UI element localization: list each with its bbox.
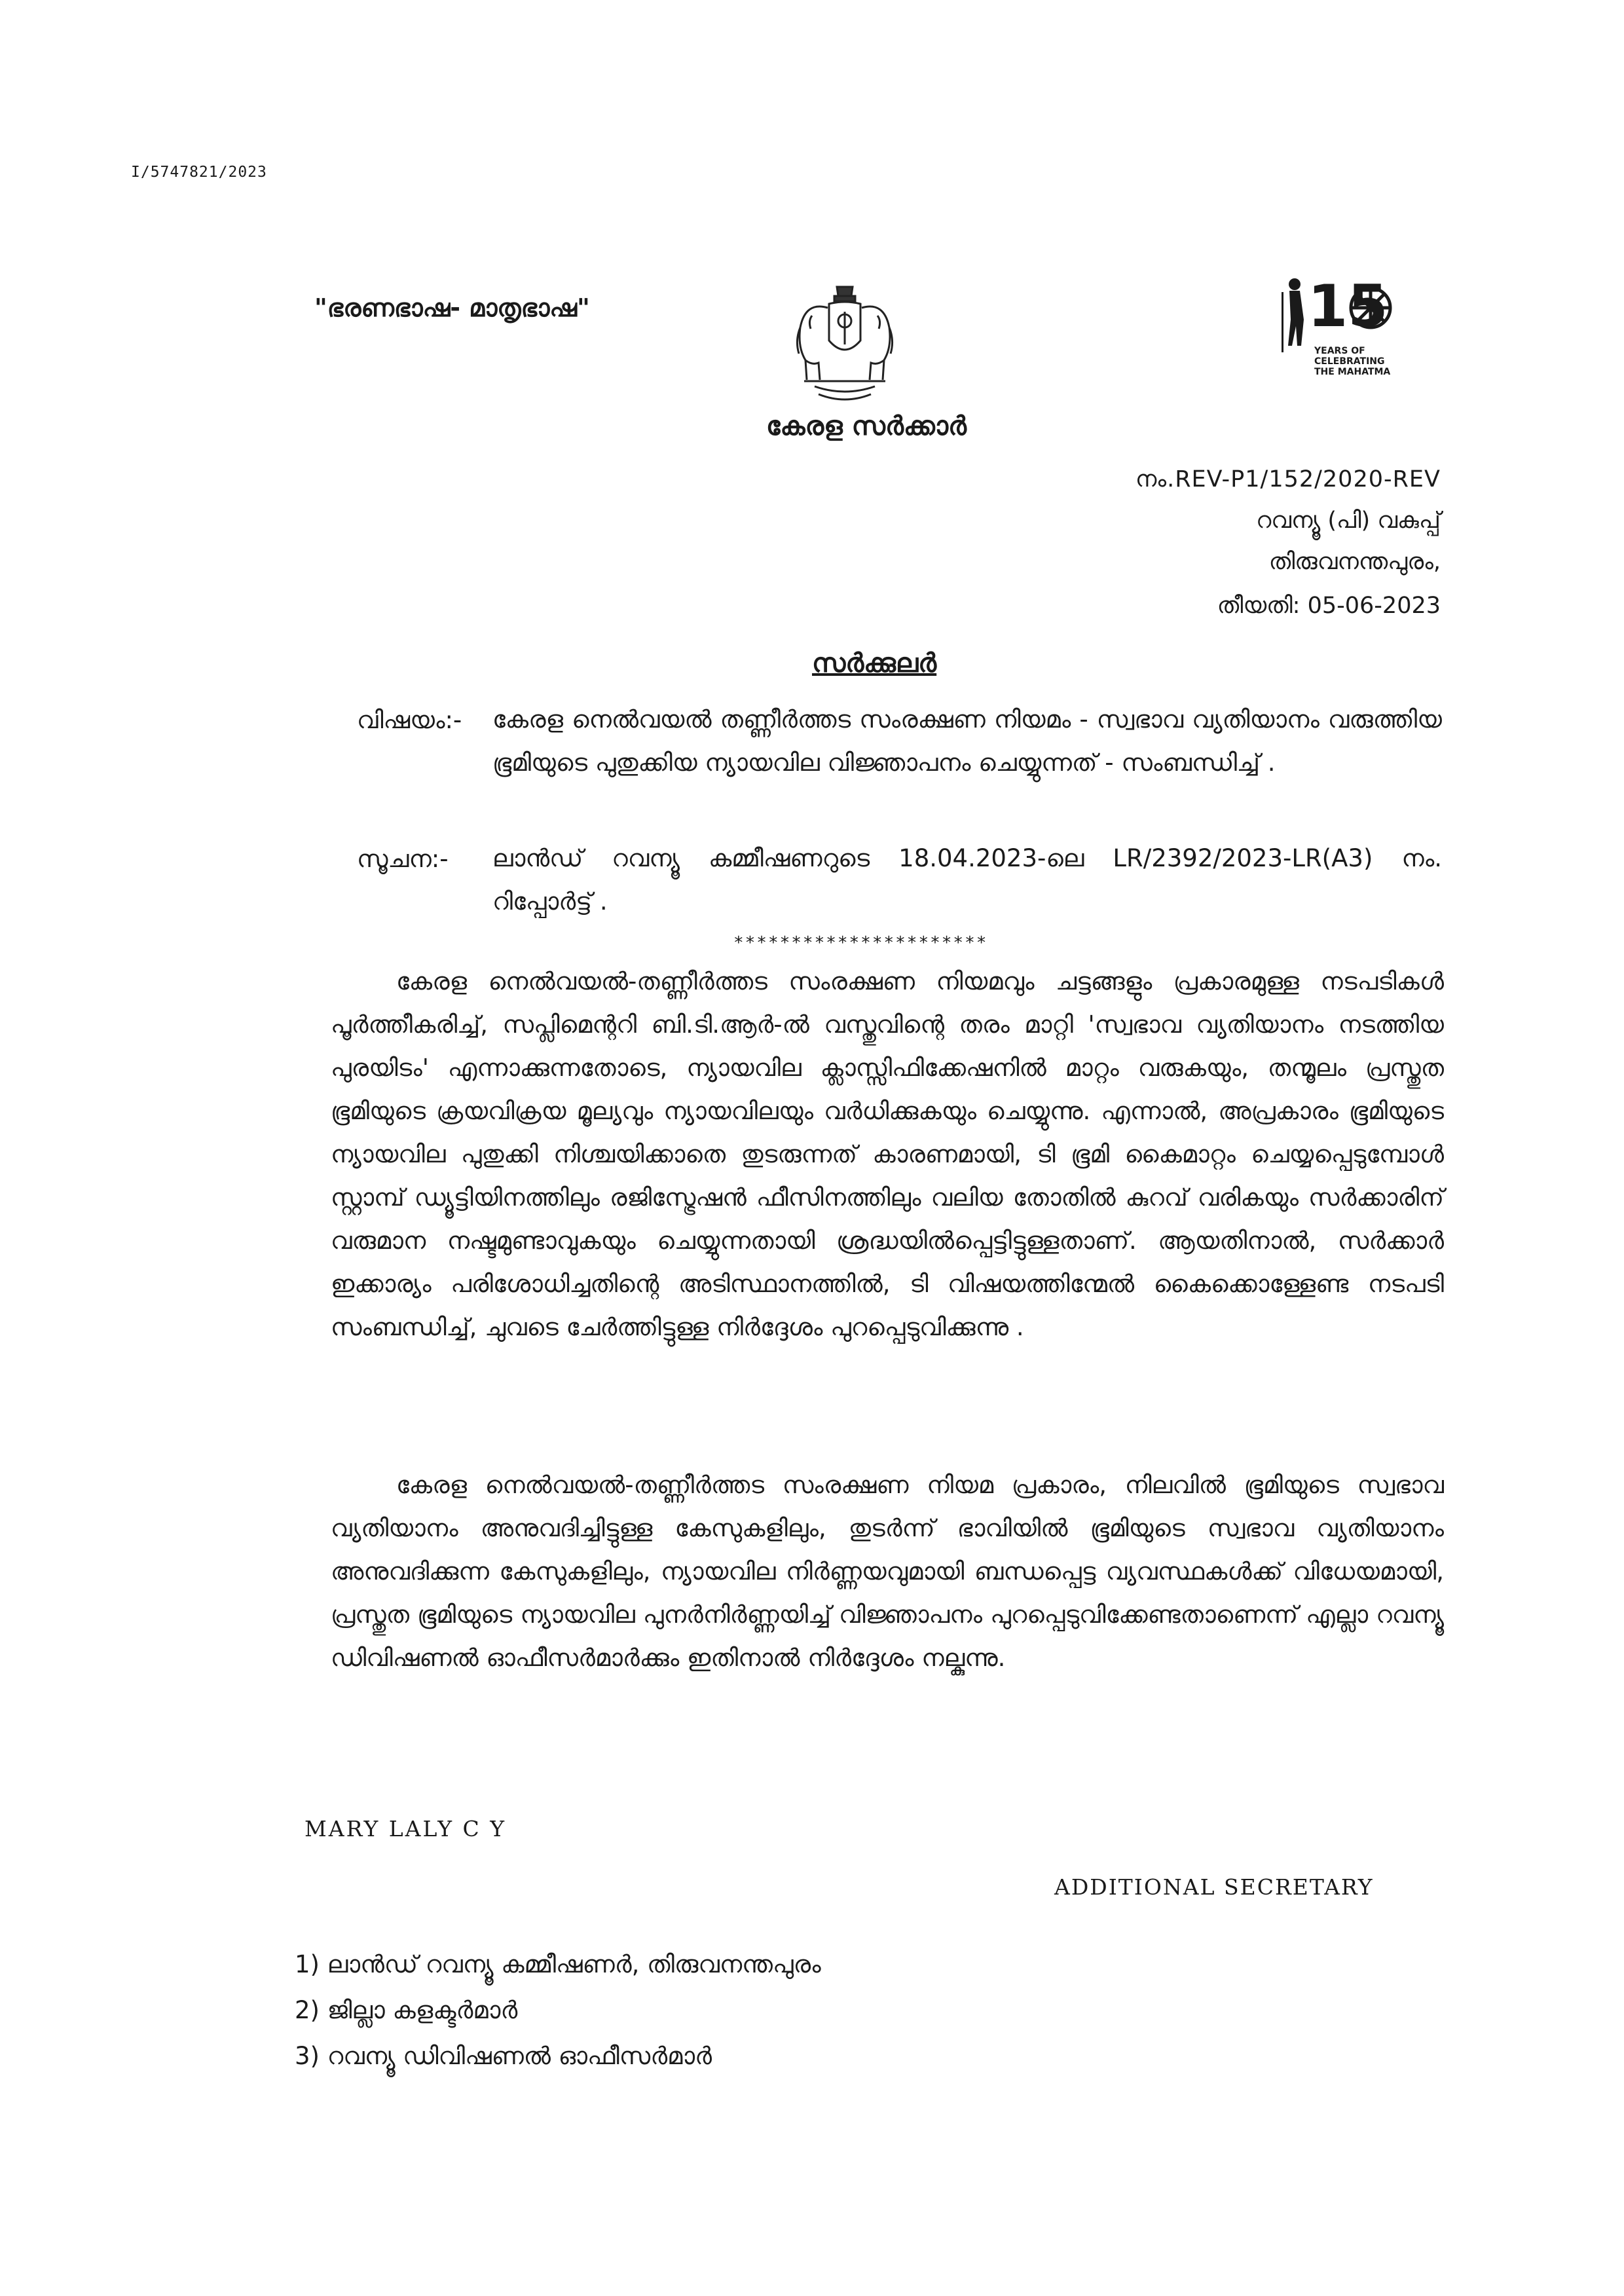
subject-text: കേരള നെൽവയൽ തണ്ണീർത്തട സംരക്ഷണ നിയമം - സ്വഭാവ വ്യതിയാനം വരുത്തിയ ഭൂമിയുടെ പുതുക്കിയ ന്യായവില വിജ്ഞാപനം ചെയ്യുന്നത് - സംബന്ധിച്ച് . — [492, 705, 1442, 777]
government-name: കേരള സർക്കാർ — [766, 411, 967, 441]
body-paragraph-2: കേരള നെൽവയൽ-തണ്ണീർത്തട സംരക്ഷണ നിയമ പ്രകാരം, നിലവിൽ ഭൂമിയുടെ സ്വഭാവ വ്യതിയാനം അനുവദിച്ചിട്ടുള്ള കേസുകളിലും, തുടർന്ന് ഭാവിയിൽ ഭൂമിയുടെ സ്വഭാവ വ്യതിയാനം അനുവദിക്കുന്ന കേസുകളിലും, ന്യായവില നിർണ്ണയവുമായി ബന്ധപ്പെട്ട വ്യവസ്ഥകൾക്ക് വിധേയമായി, പ്രസ്തുത ഭൂമിയുടെ ന്യായവില പുനർനിർണ്ണയിച്ച് വിജ്ഞാപനം പുറപ്പെടുവിക്കേണ്ടതാണെന്ന് എല്ലാ റവന്യൂ ഡിവിഷണൽ ഓഫീസർമാർക്കും ഇതിനാൽ നിർദ്ദേശം നല്കുന്നു. — [331, 1471, 1444, 1672]
distribution-item: 1) ലാൻഡ് റവന്യൂ കമ്മീഷണർ, തിരുവനന്തപുരം — [295, 1950, 821, 1978]
reference-label: സൂചന:- — [357, 845, 449, 873]
file-reference: I/5747821/2023 — [131, 164, 267, 181]
reference-text: ലാൻഡ് റവന്യൂ കമ്മീഷണറുടെ 18.04.2023-ലെ LR/2392/2023-LR(A3) നം. റിപ്പോർട്ട് . — [492, 844, 1442, 916]
gandhi-150-logo — [1274, 274, 1398, 385]
signatory-name: MARY LALY C Y — [304, 1816, 507, 1842]
distribution-item: 2) ജില്ലാ കളക്ടർമാർ — [295, 1996, 518, 2024]
separator: ********************** — [733, 933, 988, 953]
gandhi-logo-number: 15 — [1308, 272, 1388, 340]
order-number: നം.REV-P1/152/2020-REV — [1135, 466, 1441, 492]
place: തിരുവനന്തപുരം, — [1268, 549, 1441, 575]
body-paragraph-1: കേരള നെൽവയൽ-തണ്ണീർത്തട സംരക്ഷണ നിയമവും ചട്ടങ്ങളും പ്രകാരമുള്ള നടപടികൾ പൂർത്തീകരിച്ച്, സപ്ലിമെന്ററി ബി.ടി.ആർ-ൽ വസ്തുവിന്റെ തരം മാറ്റി 'സ്വഭാവ വ്യതിയാനം നടത്തിയ പുരയിടം' എന്നാക്കുന്നതോടെ, ന്യായവില ക്ലാസ്സിഫിക്കേഷനിൽ മാറ്റം വരുകയും, തന്മൂലം പ്രസ്തുത ഭൂമിയുടെ ക്രയവിക്രയ മൂല്യവും ന്യായവിലയും വർധിക്കുകയും ചെയ്യുന്നു. എന്നാൽ, അപ്രകാരം ഭൂമിയുടെ ന്യായവില പുതുക്കി നിശ്ചയിക്കാതെ തുടരുന്നത് കാരണമായി, ടി ഭൂമി കൈമാറ്റം ചെയ്യപ്പെടുമ്പോൾ സ്റ്റാമ്പ് ഡ്യൂട്ടിയിനത്തിലും രജിസ്ട്രേഷൻ ഫീസിനത്തിലും വലിയ തോതിൽ കുറവ് വരികയും സർക്കാരിന് വരുമാന നഷ്ടമുണ്ടാവുകയും ചെയ്യുന്നതായി ശ്രദ്ധയിൽപ്പെട്ടിട്ടുള്ളതാണ്. ആയതിനാൽ, സർക്കാർ ഇക്കാര്യം പരിശോധിച്ചതിന്റെ അടിസ്ഥാനത്തിൽ, ടി വിഷയത്തിന്മേൽ കൈക്കൊള്ളേണ്ട നടപടി സംബന്ധിച്ച്, ചുവടെ ചേർത്തിട്ടുള്ള നിർദ്ദേശം പുറപ്പെടുവിക്കുന്നു . — [331, 967, 1444, 1341]
department: റവന്യൂ (പി) വകുപ്പ് — [1256, 508, 1441, 534]
circular-title: സർക്കുലർ — [812, 648, 937, 678]
official-language-slogan: "ഭരണഭാഷ- മാതൃഭാഷ" — [314, 293, 590, 322]
date: തീയതി: 05-06-2023 — [1217, 593, 1441, 619]
signatory-designation: ADDITIONAL SECRETARY — [1054, 1874, 1374, 1900]
distribution-list — [295, 1942, 821, 2079]
subject-label: വിഷയം:- — [357, 706, 462, 734]
kerala-emblem-icon — [792, 282, 897, 413]
distribution-item: 3) റവന്യൂ ഡിവിഷണൽ ഓഫീസർമാർ — [295, 2042, 712, 2070]
gandhi-logo-caption: YEARS OF CELEBRATING THE MAHATMA — [1314, 346, 1391, 377]
